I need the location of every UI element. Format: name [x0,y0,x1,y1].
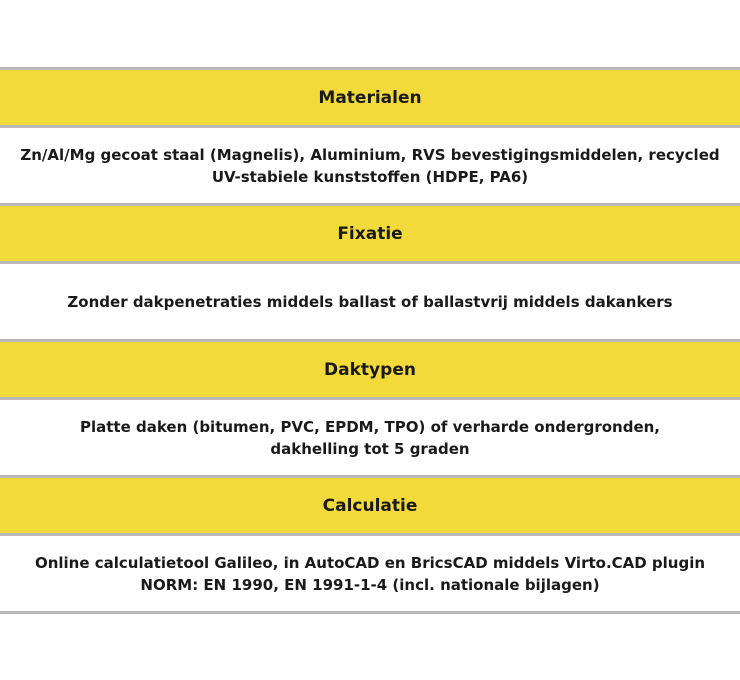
section-heading-daktypen [0,342,740,400]
content-line: UV-stabiele kunststoffen (HDPE, PA6) [211,167,529,186]
content-line: dakhelling tot 5 graden [270,439,470,458]
heading-text: Materialen [318,87,422,108]
content-line: NORM: EN 1990, EN 1991-1-4 (incl. nationale bijlagen) [140,575,600,594]
content-text [35,552,705,596]
spec-table [0,67,740,614]
section-heading-calculatie [0,478,740,536]
section-content-fixatie [0,264,740,342]
section-heading-fixatie [0,206,740,264]
section-heading-materialen [0,70,740,128]
heading-text: Fixatie [337,223,403,244]
heading-text: Calculatie [322,495,418,516]
content-text [20,144,719,188]
content-text [80,416,660,460]
section-content-daktypen [0,400,740,478]
content-text [67,291,672,313]
content-line: Zn/Al/Mg gecoat staal (Magnelis), Aluminium, RVS bevestigingsmiddelen, recycled [20,145,720,164]
content-line: Platte daken (bitumen, PVC, EPDM, TPO) of verharde ondergronden, [79,417,661,436]
heading-text: Daktypen [324,359,416,380]
section-content-calculatie [0,536,740,614]
content-line: Zonder dakpenetraties middels ballast of ballastvrij middels dakankers [67,292,673,311]
section-content-materialen [0,128,740,206]
content-line: Online calculatietool Galileo, in AutoCAD en BricsCAD middels Virto.CAD plugin [34,553,706,572]
